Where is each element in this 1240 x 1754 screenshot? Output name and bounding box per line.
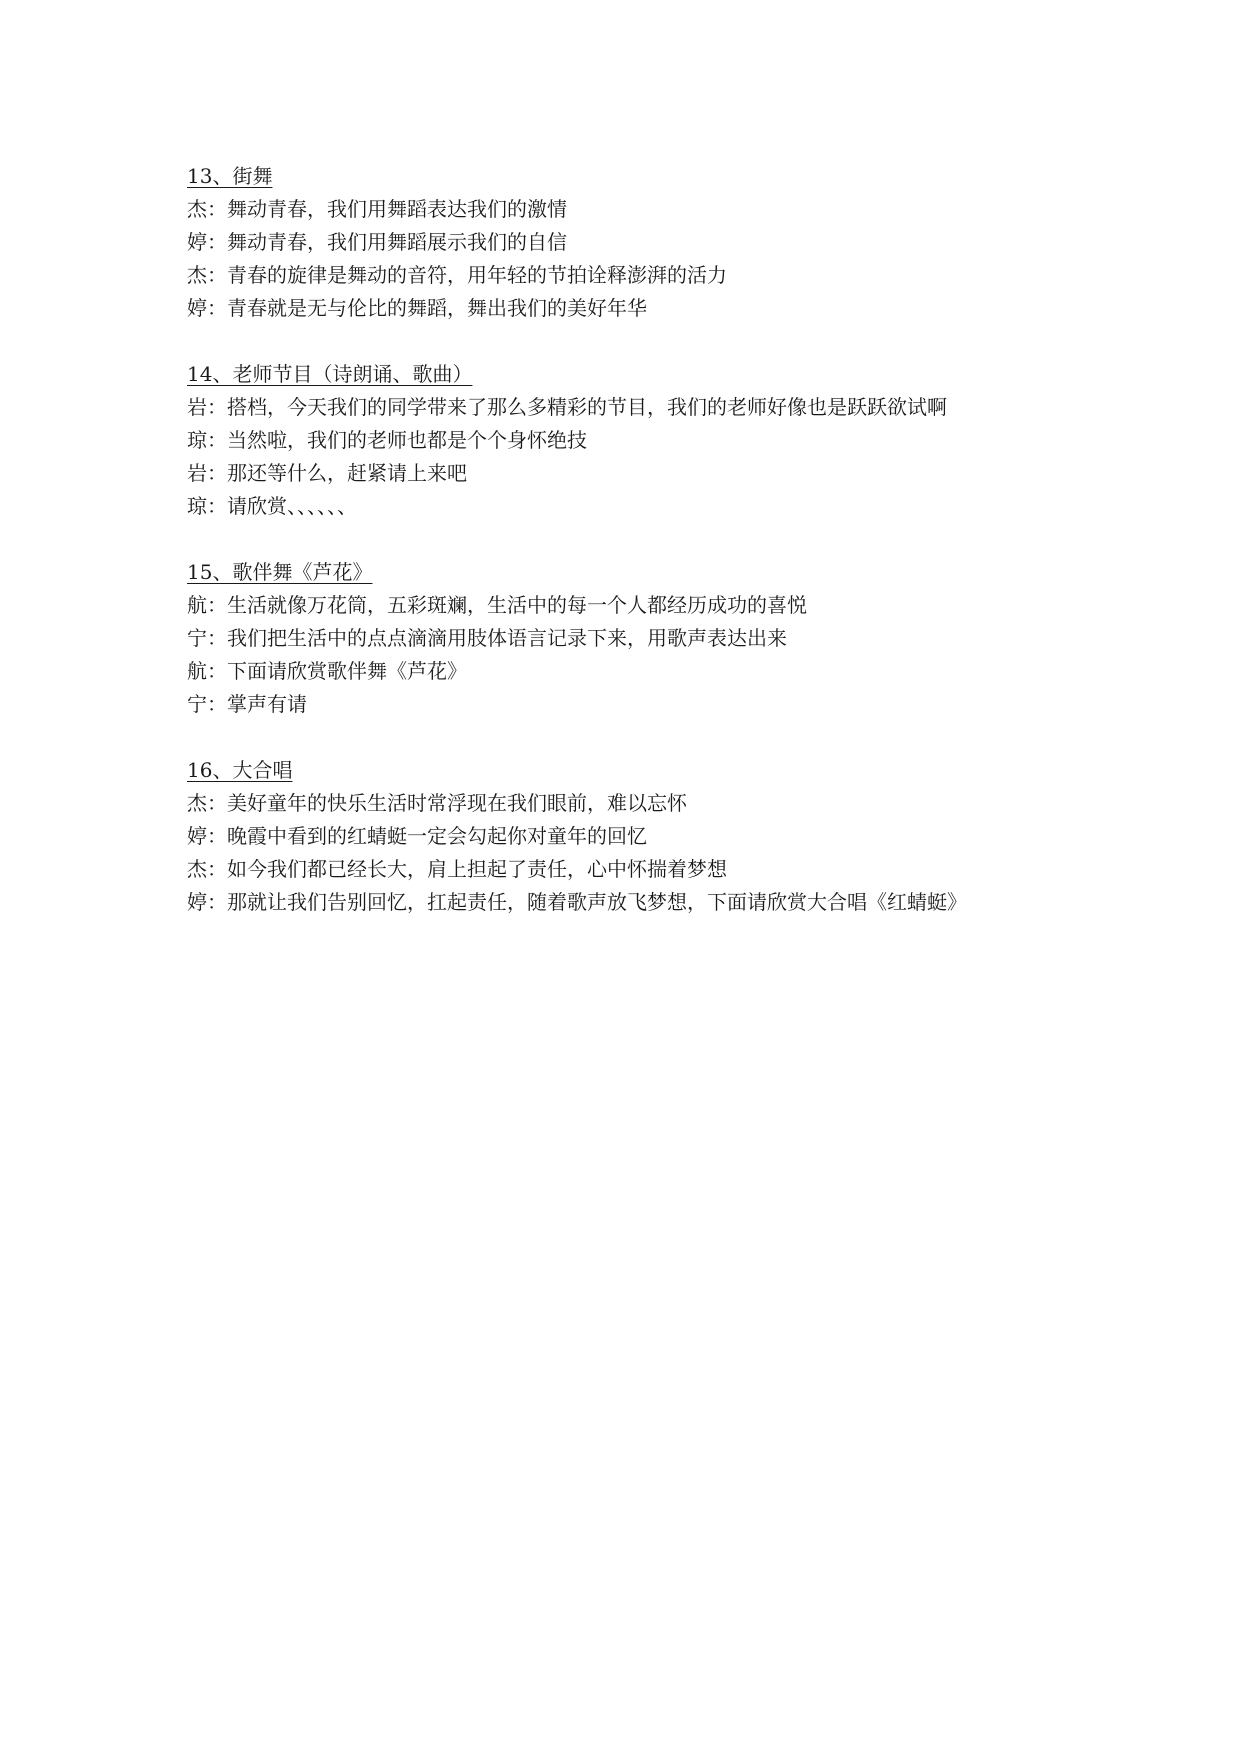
script-line: 婷：青春就是无与伦比的舞蹈，舞出我们的美好年华 bbox=[187, 296, 647, 320]
script-line: 航：下面请欣赏歌伴舞《芦花》 bbox=[187, 659, 467, 683]
script-line: 婷：晚霞中看到的红蜻蜓一定会勾起你对童年的回忆 bbox=[187, 824, 647, 848]
section-heading: 13、街舞 bbox=[187, 164, 273, 188]
section-heading: 14、老师节目（诗朗诵、歌曲） bbox=[187, 362, 473, 386]
script-line: 岩：那还等什么，赶紧请上来吧 bbox=[187, 461, 467, 485]
script-line: 杰：美好童年的快乐生活时常浮现在我们眼前，难以忘怀 bbox=[187, 791, 687, 815]
script-line: 婷：那就让我们告别回忆，扛起责任，随着歌声放飞梦想，下面请欣赏大合唱《红蜻蜓》 bbox=[187, 890, 967, 914]
document-page bbox=[187, 160, 1087, 952]
section-15-song-dance bbox=[187, 556, 1087, 721]
script-line: 杰：如今我们都已经长大，肩上担起了责任，心中怀揣着梦想 bbox=[187, 857, 727, 881]
script-line: 琼：请欣赏、、、、、、 bbox=[187, 494, 357, 518]
section-heading: 16、大合唱 bbox=[187, 758, 293, 782]
section-16-chorus bbox=[187, 754, 1087, 919]
script-line: 杰：舞动青春，我们用舞蹈表达我们的激情 bbox=[187, 197, 567, 221]
section-13-street-dance bbox=[187, 160, 1087, 325]
script-line: 杰：青春的旋律是舞动的音符，用年轻的节拍诠释澎湃的活力 bbox=[187, 263, 727, 287]
section-heading: 15、歌伴舞《芦花》 bbox=[187, 560, 373, 584]
script-line: 岩：搭档，今天我们的同学带来了那么多精彩的节目，我们的老师好像也是跃跃欲试啊 bbox=[187, 395, 947, 419]
script-line: 婷：舞动青春，我们用舞蹈展示我们的自信 bbox=[187, 230, 567, 254]
section-14-teacher-program bbox=[187, 358, 1087, 523]
script-line: 航：生活就像万花筒，五彩斑斓，生活中的每一个人都经历成功的喜悦 bbox=[187, 593, 807, 617]
script-line: 宁：我们把生活中的点点滴滴用肢体语言记录下来，用歌声表达出来 bbox=[187, 626, 787, 650]
script-line: 宁：掌声有请 bbox=[187, 692, 307, 716]
script-line: 琼：当然啦，我们的老师也都是个个身怀绝技 bbox=[187, 428, 587, 452]
